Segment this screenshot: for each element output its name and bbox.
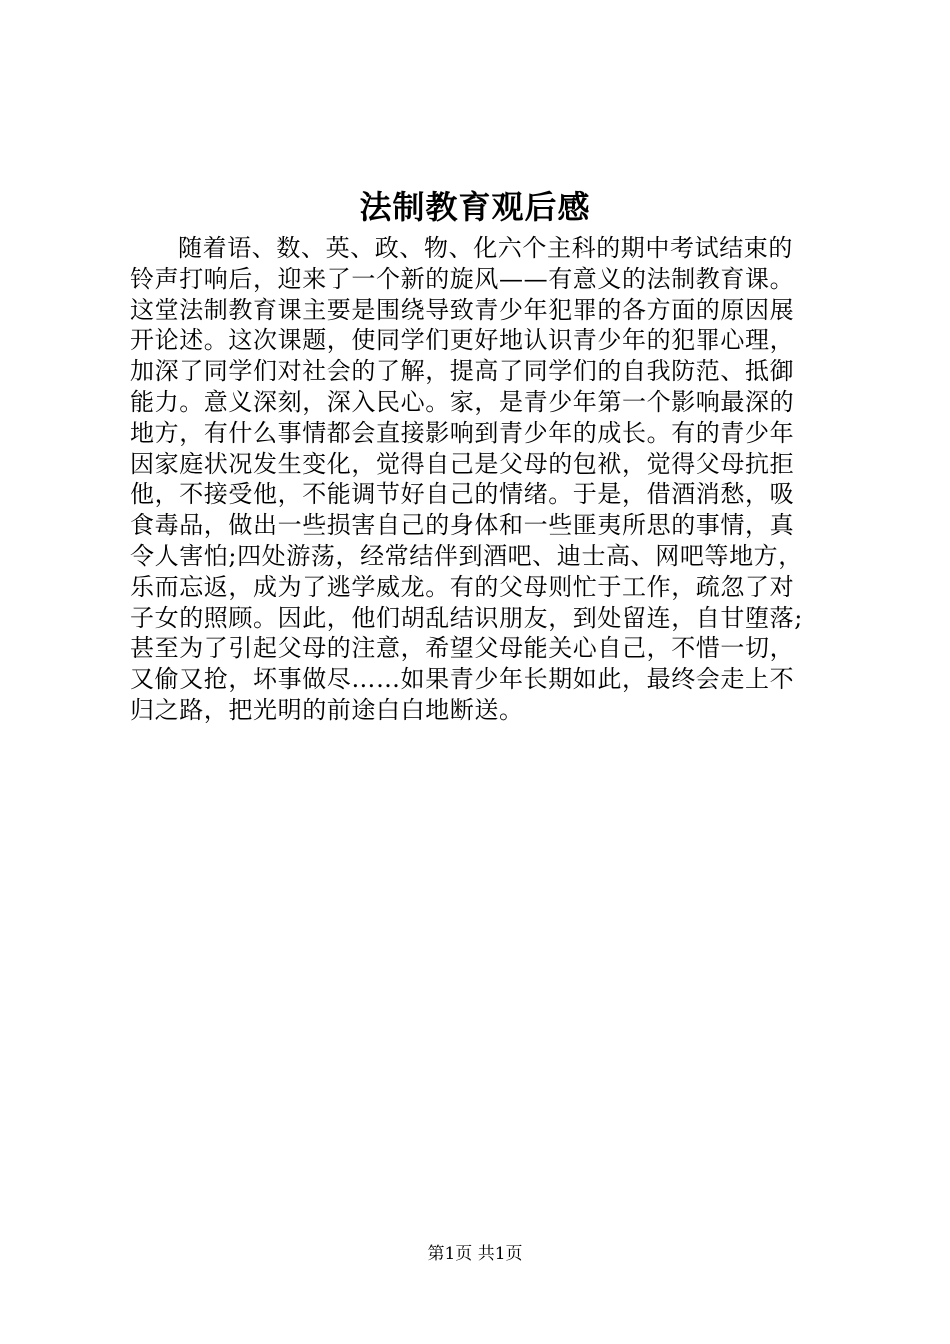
body-line: 甚至为了引起父母的注意，希望父母能关心自己，不惜一切， [130, 634, 795, 663]
body-line: 这堂法制教育课主要是围绕导致青少年犯罪的各方面的原因展 [130, 295, 795, 324]
body-line: 归之路，把光明的前途白白地断送。 [130, 695, 524, 724]
document-title: 法制教育观后感 [359, 188, 591, 226]
body-line: 乐而忘返，成为了逃学威龙。有的父母则忙于工作，疏忽了对 [130, 572, 795, 601]
body-line: 开论述。这次课题，使同学们更好地认识青少年的犯罪心理， [130, 326, 795, 355]
body-line: 加深了同学们对社会的了解，提高了同学们的自我防范、抵御 [130, 357, 795, 386]
body-line: 又偷又抢，坏事做尽……如果青少年长期如此，最终会走上不 [130, 665, 795, 694]
body-line: 因家庭状况发生变化，觉得自己是父母的包袱，觉得父母抗拒 [130, 449, 795, 478]
body-line: 食毒品，做出一些损害自己的身体和一些匪夷所思的事情，真 [130, 511, 795, 540]
body-line: 地方，有什么事情都会直接影响到青少年的成长。有的青少年 [130, 418, 795, 447]
body-line: 随着语、数、英、政、物、化六个主科的期中考试结束的 [178, 234, 793, 262]
page-footer: 第1页 共1页 [427, 1244, 523, 1264]
body-line: 铃声打响后，迎来了一个新的旋风——有意义的法制教育课。 [130, 264, 795, 293]
body-line: 能力。意义深刻，深入民心。家，是青少年第一个影响最深的 [130, 387, 795, 416]
body-line: 令人害怕;四处游荡，经常结伴到酒吧、迪士高、网吧等地方， [130, 541, 803, 570]
body-line: 他，不接受他，不能调节好自己的情绪。于是，借酒消愁，吸 [130, 480, 795, 509]
document-body [130, 233, 830, 726]
body-line: 子女的照顾。因此，他们胡乱结识朋友，到处留连，自甘堕落; [130, 603, 803, 632]
